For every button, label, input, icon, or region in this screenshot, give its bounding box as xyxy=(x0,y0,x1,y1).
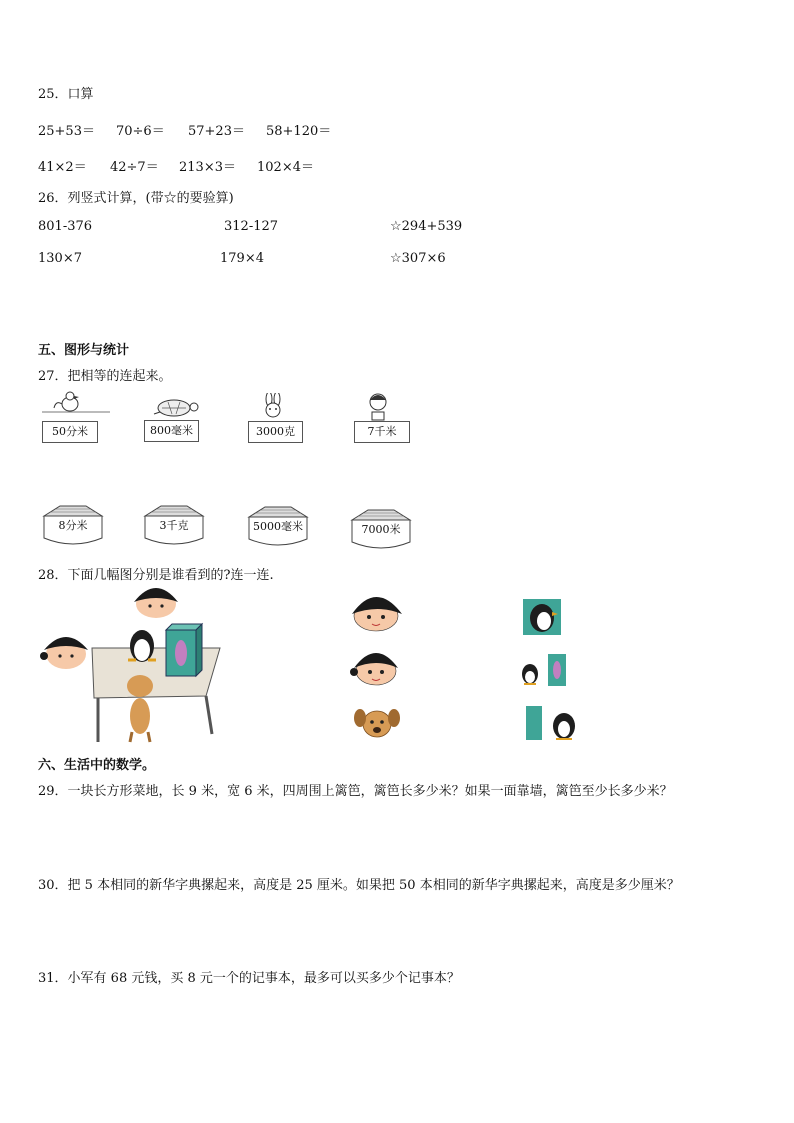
view-penguin-front-icon xyxy=(522,598,562,636)
q26-r1-c1: 801-376 xyxy=(38,219,93,234)
q25-r2-c2: 42÷7＝ xyxy=(110,160,159,175)
view-box-left-penguin-right-icon xyxy=(524,704,582,742)
q29-title: 29．一块长方形菜地，长 9 米，宽 6 米，四周围上篱笆，篱笆长多少米？如果一面靠墙，篱笆至少长多少米？ xyxy=(38,784,673,799)
view-penguin-left-box-right-icon xyxy=(518,652,568,688)
q25-r1-c4: 58+120＝ xyxy=(266,124,332,139)
q26-title: 26．列竖式计算，(带☆的要验算) xyxy=(38,191,234,206)
q27-basket-1-label: 8分米 xyxy=(58,519,88,532)
q27-basket-4-label: 7000米 xyxy=(361,523,401,536)
turtle-icon xyxy=(146,396,206,418)
q26-r1-c2: 312-127 xyxy=(224,219,279,234)
section-6-title: 六、生活中的数学。 xyxy=(38,758,156,773)
q25-r1-c2: 70÷6＝ xyxy=(116,124,165,139)
q27-basket-2-label: 3千克 xyxy=(159,519,189,532)
q27-title: 27．把相等的连起来。 xyxy=(38,369,172,384)
q27-basket-1 xyxy=(40,504,106,548)
q27-tag-3: 3000克 xyxy=(248,421,303,443)
section-5-title: 五、图形与统计 xyxy=(38,343,130,358)
q25-r2-c4: 102×4＝ xyxy=(257,160,314,175)
q25-r2-c1: 41×2＝ xyxy=(38,160,87,175)
boy-icon xyxy=(364,392,392,422)
boy-face-icon xyxy=(346,592,406,632)
q26-r1-c3: ☆294+539 xyxy=(390,219,463,234)
girl-face-icon xyxy=(346,646,404,686)
q26-r2-c1: 130×7 xyxy=(38,251,82,266)
q25-r2-c3: 213×3＝ xyxy=(179,160,236,175)
q27-tag-2: 800毫米 xyxy=(144,420,199,442)
q26-r2-c3: ☆307×6 xyxy=(390,251,446,266)
q28-title: 28．下面几幅图分别是谁看到的?连一连. xyxy=(38,568,274,583)
q25-title: 25．口算 xyxy=(38,87,94,102)
q27-basket-3-label: 5000毫米 xyxy=(253,520,303,533)
q25-r1-c1: 25+53＝ xyxy=(38,124,95,139)
q26-r2-c2: 179×4 xyxy=(220,251,264,266)
q31-title: 31．小军有 68 元钱，买 8 元一个的记事本，最多可以买多少个记事本？ xyxy=(38,971,460,986)
bird-icon xyxy=(36,390,116,414)
q27-basket-4 xyxy=(348,508,414,552)
q27-basket-2 xyxy=(141,504,207,548)
scene-illustration xyxy=(36,586,226,744)
q27-tag-1: 50分米 xyxy=(42,421,98,443)
q27-basket-3 xyxy=(245,505,311,549)
q25-r1-c3: 57+23＝ xyxy=(188,124,245,139)
rabbit-icon xyxy=(258,393,288,419)
dog-face-icon xyxy=(352,704,402,742)
q27-tag-4: 7千米 xyxy=(354,421,410,443)
q30-title: 30．把 5 本相同的新华字典摞起来，高度是 25 厘米。如果把 50 本相同的新华字典摞起来，高度是多少厘米？ xyxy=(38,878,680,893)
